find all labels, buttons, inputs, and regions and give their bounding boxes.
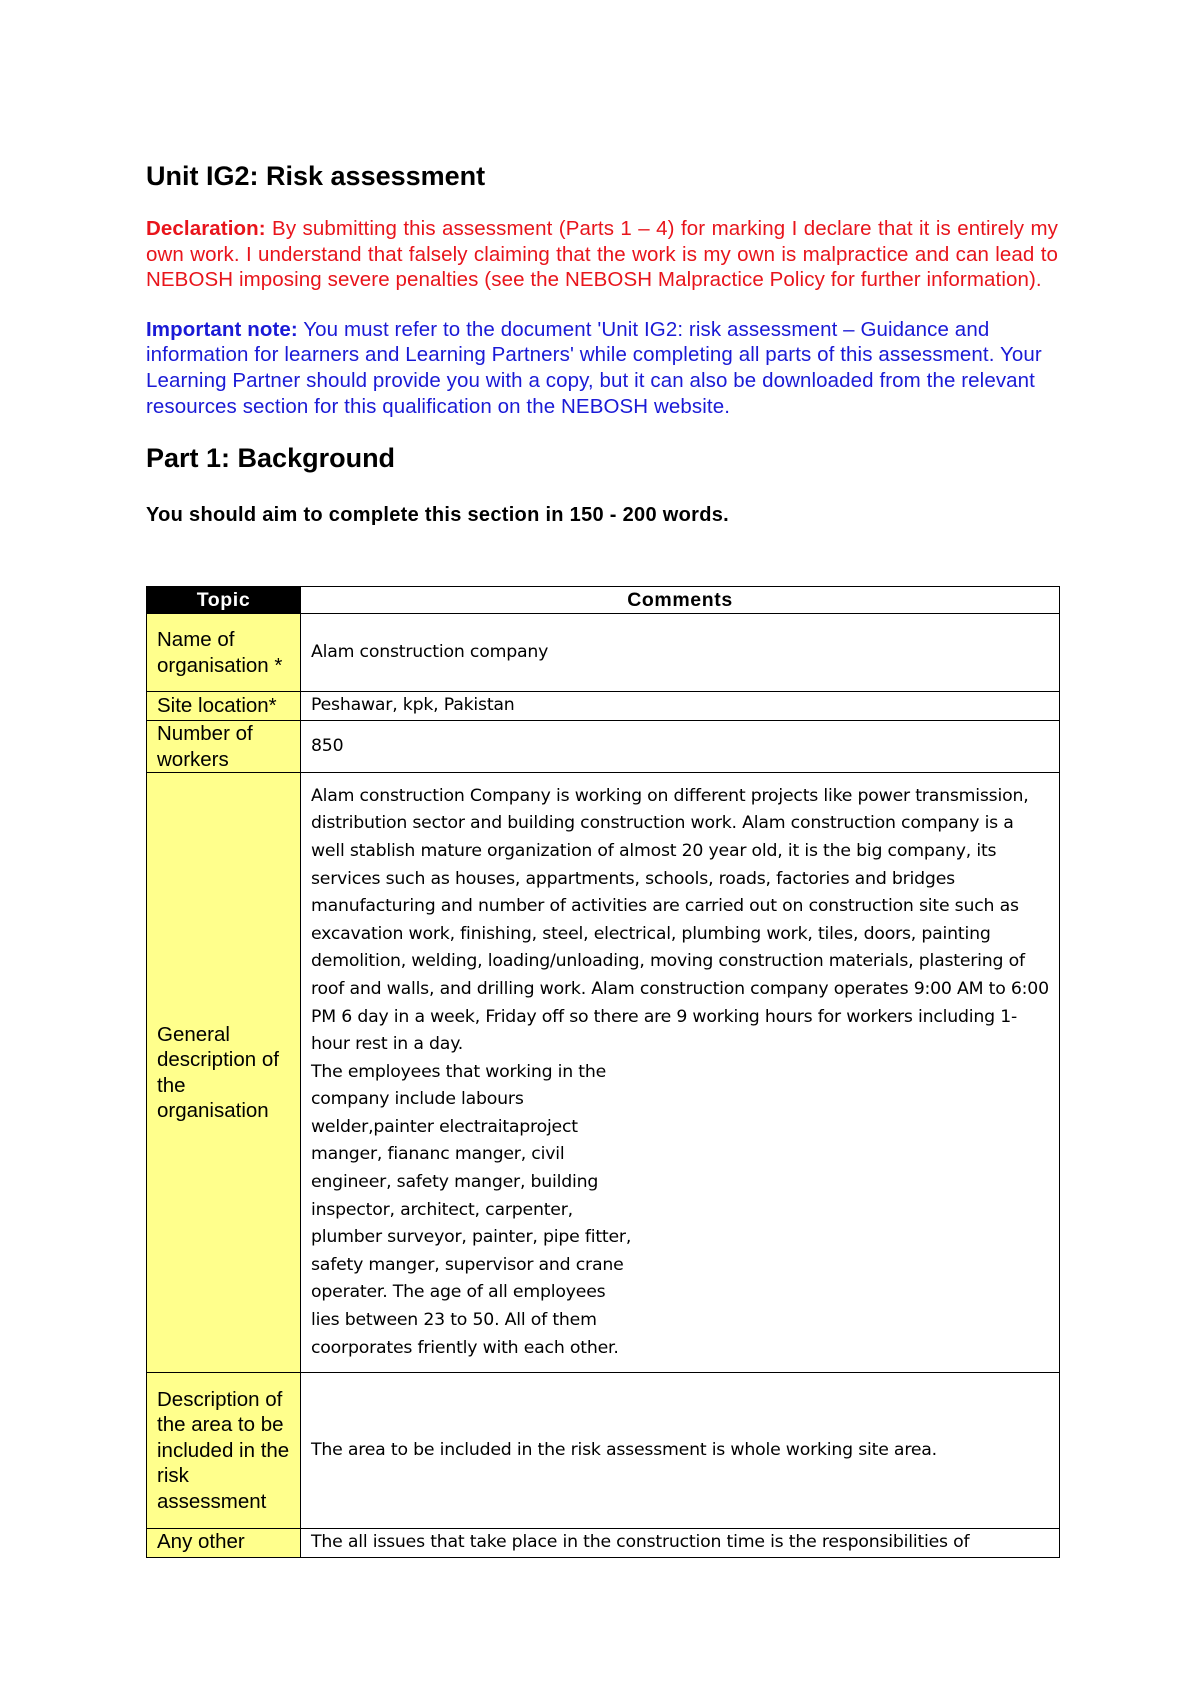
- table-row: [147, 1529, 1060, 1558]
- row-comment: The all issues that take place in the construction time is the responsibilities of: [301, 1529, 1060, 1558]
- page-content: [146, 160, 1058, 527]
- row-topic: Any other: [147, 1529, 301, 1558]
- background-table: [146, 586, 1060, 1558]
- table-header-topic: Topic: [147, 587, 301, 614]
- table-row: [147, 614, 1060, 692]
- part1-instruction: You should aim to complete this section in 150 - 200 words.: [146, 504, 730, 527]
- row-comment: Alam construction company: [301, 614, 1060, 692]
- background-table-wrapper: [146, 586, 1060, 1558]
- row-topic: General description of the organisation: [147, 773, 301, 1373]
- important-note-label: Important note:: [146, 317, 298, 341]
- page-title: Unit IG2: Risk assessment: [146, 161, 486, 191]
- table-header-row: [147, 587, 1060, 614]
- table-row: [147, 1373, 1060, 1529]
- declaration-text: By submitting this assessment (Parts 1 – 4) for marking I declare that it is entirely my own work. I understand that falsely claiming that the work is my own is malpractice and can lead to NEBOSH imposing severe penalties (see the NEBOSH Malpractice Policy for further information).: [146, 217, 1058, 292]
- table-header-comments: Comments: [301, 587, 1060, 614]
- row-topic: Site location*: [147, 692, 301, 721]
- declaration-label: Declaration:: [146, 217, 266, 240]
- important-note-paragraph: [146, 317, 1058, 419]
- row-comment: The area to be included in the risk assessment is whole working site area.: [301, 1373, 1060, 1529]
- declaration-paragraph: [146, 216, 1058, 293]
- table-row: [147, 721, 1060, 773]
- row-comment: Peshawar, kpk, Pakistan: [301, 692, 1060, 721]
- row-topic: Description of the area to be included in the risk assessment: [147, 1373, 301, 1529]
- row-comment: 850: [301, 721, 1060, 773]
- row-topic: Name of organisation *: [147, 614, 301, 692]
- table-row: [147, 773, 1060, 1373]
- part1-heading: Part 1: Background: [146, 443, 396, 474]
- row-topic: Number of workers: [147, 721, 301, 773]
- important-note-text: You must refer to the document 'Unit IG2: risk assessment – Guidance and information for learners and Learning Partners' while completing all parts of this assessment. Your Learning Partner should provide you with a copy, but it can also be downloaded from the relevant resources section for this qualification on the NEBOSH website.: [146, 317, 1042, 418]
- table-row: [147, 692, 1060, 721]
- row-comment: Alam construction Company is working on different projects like power transmission, distribution sector and building construction work. Alam construction company is a well stablish mature organization of almost 20 year old, it is the big company, its services such as houses, appartments, schools, roads, factories and bridges manufacturing and number of activities are carried out on construction site such as excavation work, finishing, steel, electrical, plumbing work, tiles, doors, painting demolition, welding, loading/unloading, moving construction materials, plastering of roof and walls, and drilling work. Alam construction company operates 9:00 AM to 6:00 PM 6 day in a week, Friday off so there are 9 working hours for workers including 1-hour rest in a day. The employees that working in the company include labours welder,painter electraitaproject manger, fiananc manger, civil engineer, safety manger, building inspector, architect, carpenter, plumber surveyor, painter, pipe fitter, safety manger, supervisor and crane operater. The age of all employees lies between 23 to 50. All of them coorporates friently with each other.: [301, 773, 1060, 1373]
